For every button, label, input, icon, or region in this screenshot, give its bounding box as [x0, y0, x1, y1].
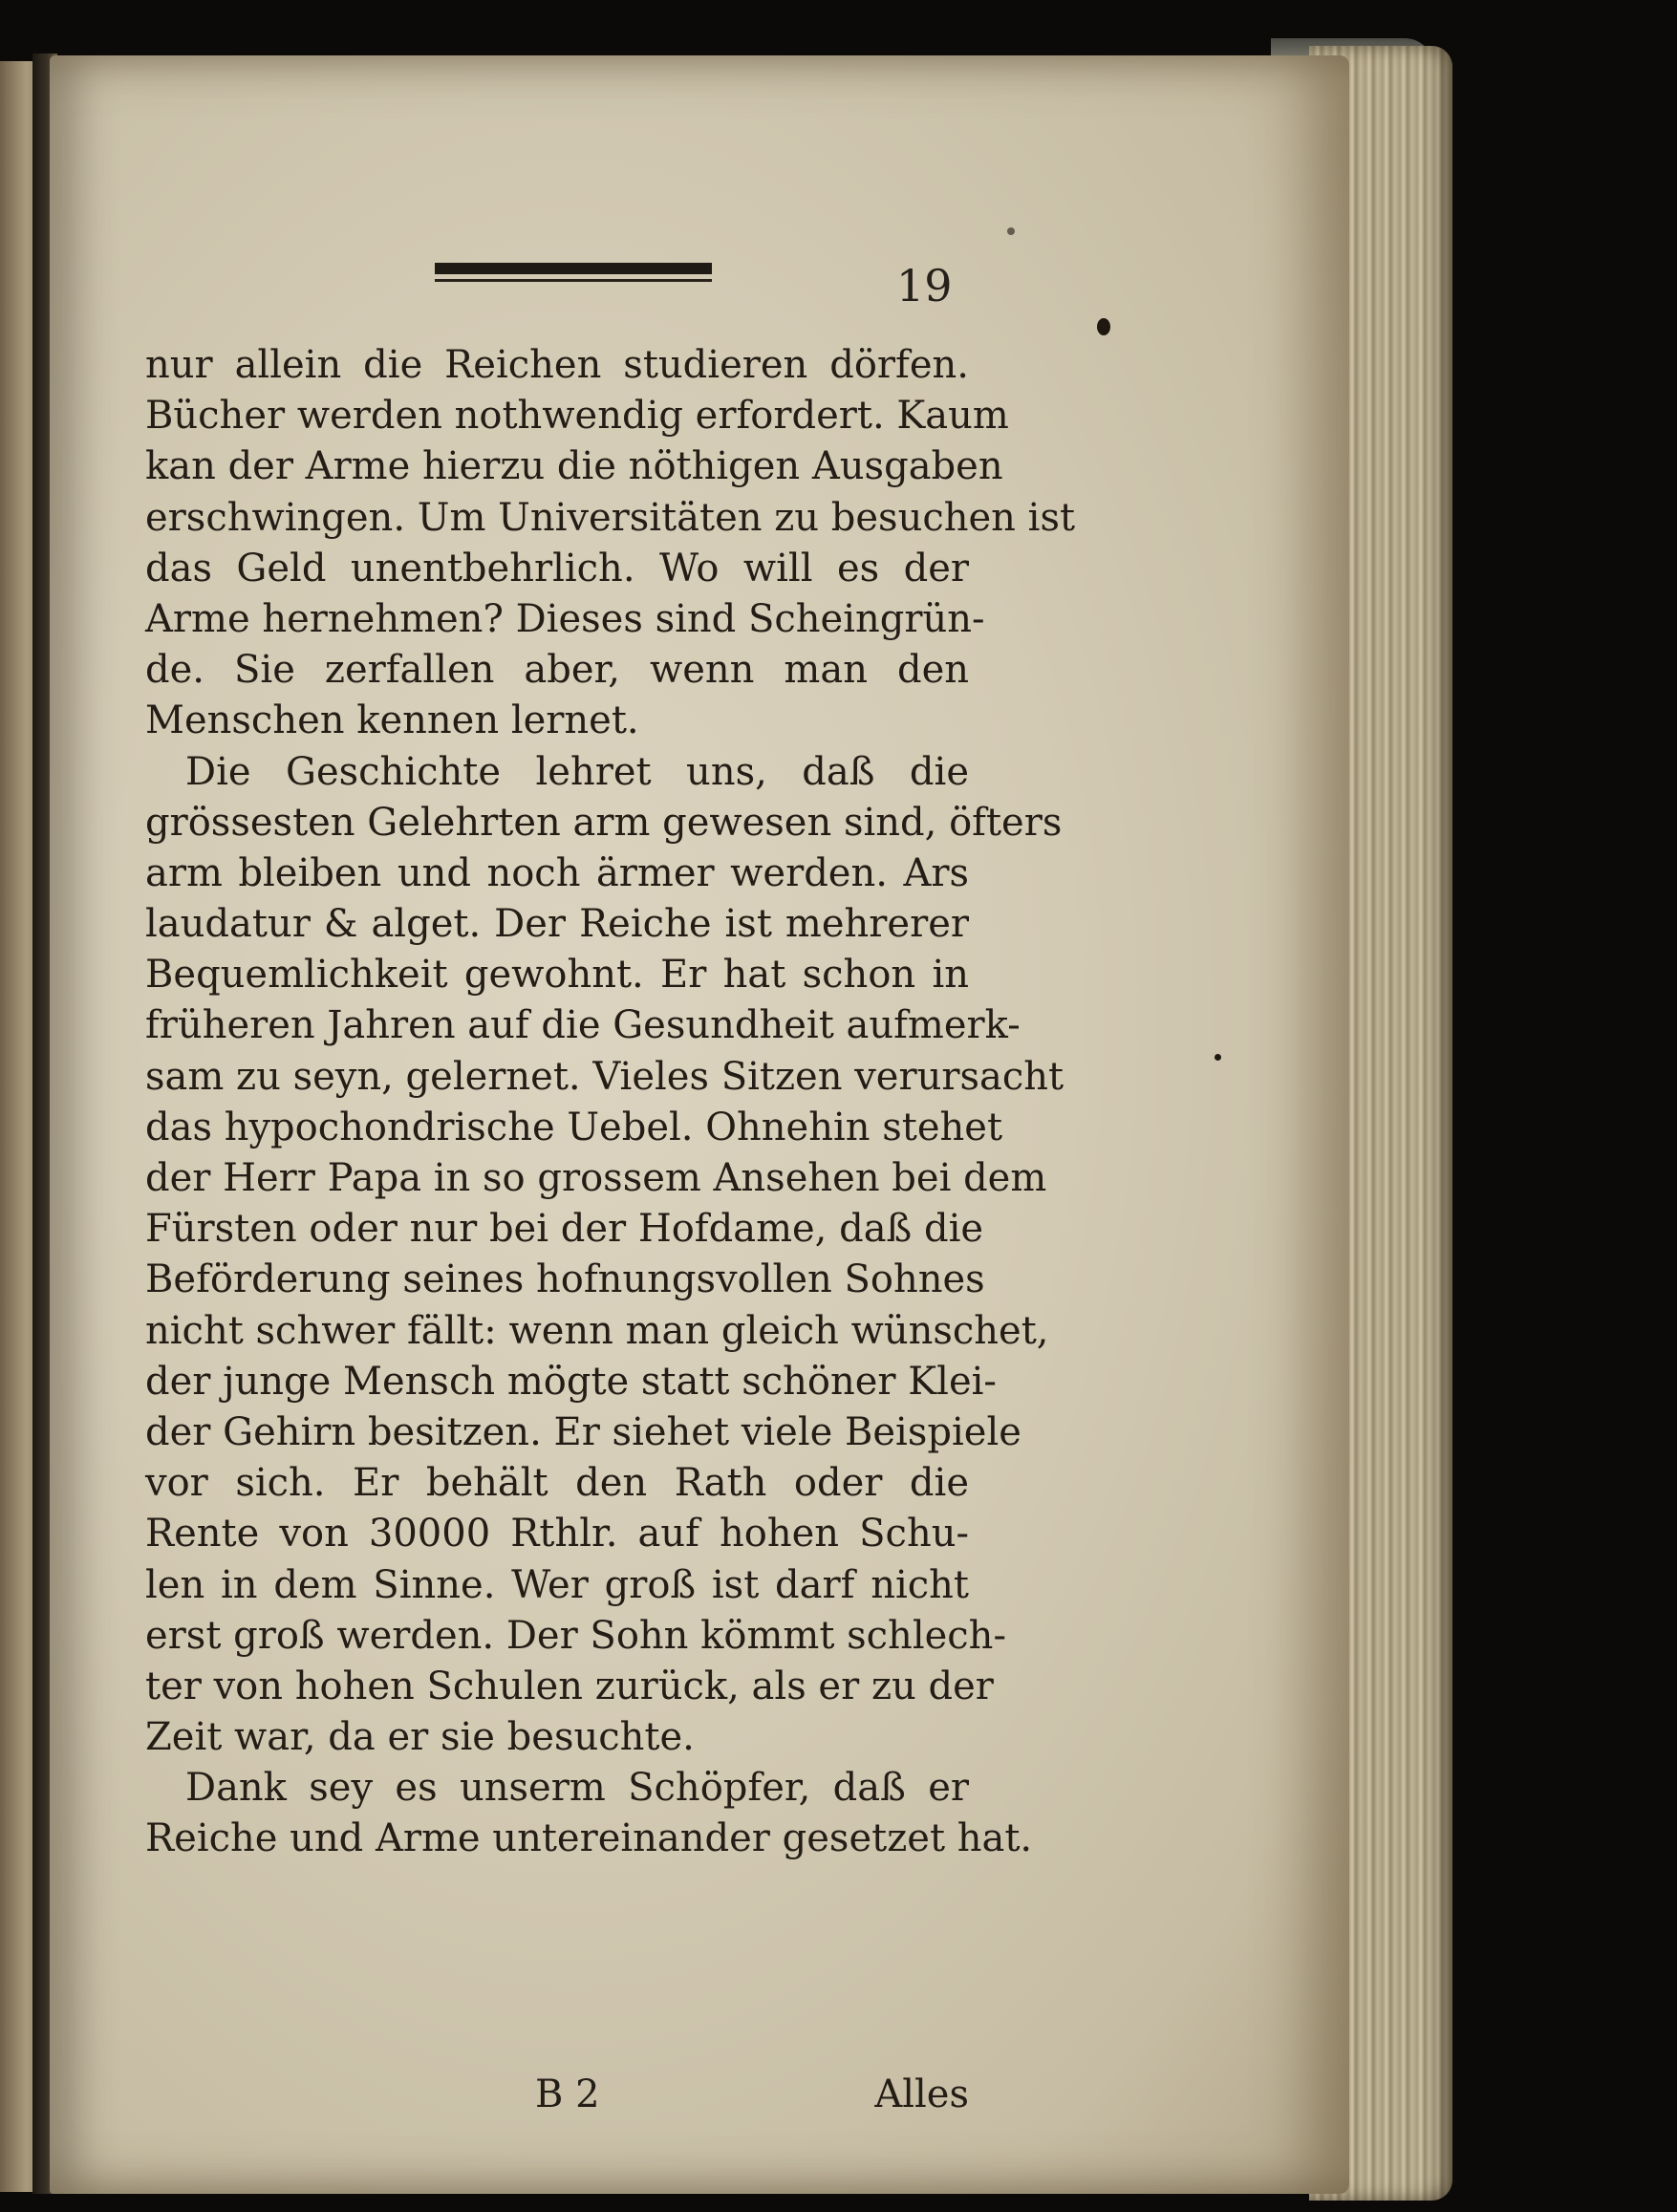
- text-line: arm bleiben und noch ärmer werden. Ars: [145, 850, 969, 895]
- text-line: Beförderung seines hofnungsvollen Sohnes: [145, 1257, 985, 1302]
- text-line: Arme hernehmen? Dieses sind Scheingrün-: [145, 596, 985, 641]
- text-line: Dank sey es unserm Schöpfer, daß er: [185, 1766, 969, 1811]
- text-line: Menschen kennen lernet.: [145, 698, 639, 743]
- text-line: Zeit war, da er sie besuchte.: [145, 1715, 695, 1760]
- text-line: laudatur & alget. Der Reiche ist mehrerer: [145, 902, 969, 947]
- ink-spot: [1007, 227, 1015, 235]
- text-line: das hypochondrische Uebel. Ohnehin stehet: [145, 1105, 1003, 1149]
- text-line: Bequemlichkeit gewohnt. Er hat schon in: [145, 953, 969, 998]
- text-line: Reiche und Arme untereinander gesetzet hat.: [145, 1816, 1033, 1861]
- text-line: der Herr Papa in so grossem Ansehen bei dem: [145, 1156, 1047, 1200]
- ink-spot: [1097, 318, 1110, 335]
- text-line: erst groß werden. Der Sohn kömmt schlech-: [145, 1613, 1006, 1658]
- header-rule: [435, 263, 712, 282]
- text-line: Rente von 30000 Rthlr. auf hohen Schu-: [145, 1512, 969, 1557]
- text-line: das Geld unentbehrlich. Wo will es der: [145, 546, 969, 591]
- text-line: Fürsten oder nur bei der Hofdame, daß die: [145, 1207, 984, 1252]
- text-line: der junge Mensch mögte statt schöner Klei-: [145, 1359, 997, 1404]
- body-text: [145, 340, 1076, 1865]
- text-line: ter von hohen Schulen zurück, als er zu der: [145, 1664, 994, 1708]
- text-line: vor sich. Er behält den Rath oder die: [145, 1461, 969, 1506]
- text-line: Bücher werden nothwendig erfordert. Kaum: [145, 394, 1009, 439]
- text-line: nicht schwer fällt: wenn man gleich wünschet,: [145, 1308, 1049, 1353]
- catchword: Alles: [874, 2072, 969, 2116]
- text-line: nur allein die Reichen studieren dörfen.: [145, 343, 969, 387]
- text-line: der Gehirn besitzen. Er siehet viele Beispiele: [145, 1409, 1021, 1454]
- text-line: kan der Arme hierzu die nöthigen Ausgaben: [145, 444, 1003, 489]
- text-line: erschwingen. Um Universitäten zu besuchen ist: [145, 495, 1076, 540]
- text-line: len in dem Sinne. Wer groß ist darf nicht: [145, 1562, 969, 1607]
- text-line: Die Geschichte lehret uns, daß die: [185, 749, 969, 794]
- signature-mark: B 2: [535, 2072, 600, 2116]
- ink-spot: [1215, 1054, 1221, 1061]
- text-line: grössesten Gelehrten arm gewesen sind, öfters: [145, 800, 1063, 845]
- text-line: früheren Jahren auf die Gesundheit aufmerk-: [145, 1003, 1021, 1048]
- text-line: de. Sie zerfallen aber, wenn man den: [145, 648, 969, 693]
- page-number: 19: [896, 260, 953, 311]
- page-footer: [145, 2070, 969, 2120]
- text-line: sam zu seyn, gelernet. Vieles Sitzen verursacht: [145, 1054, 1064, 1099]
